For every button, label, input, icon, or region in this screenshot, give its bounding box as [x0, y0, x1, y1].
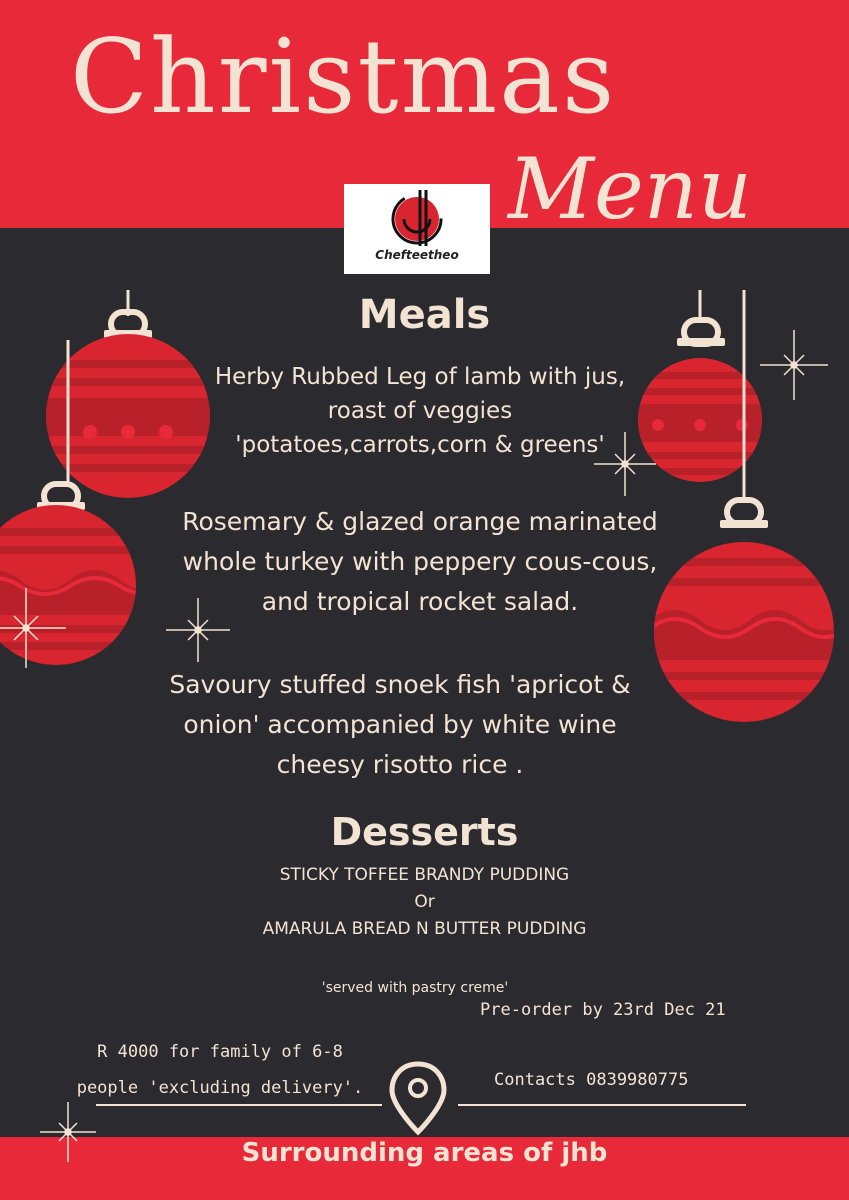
divider-right: [458, 1104, 746, 1106]
meals-heading: Meals: [358, 292, 491, 338]
divider-left: [96, 1104, 382, 1106]
logo-text: Chefteetheo: [375, 248, 459, 262]
price-note: R 4000 for family of 6-8 people 'excluding delivery'.: [76, 1042, 364, 1098]
served-note: 'served with pastry creme': [321, 980, 509, 996]
desserts-heading: Desserts: [330, 810, 519, 854]
meal-item: Rosemary & glazed orange marinated whole turkey with peppery cous-cous, and tropical rocket salad.: [182, 507, 658, 616]
contact-info[interactable]: Contacts 0839980775: [494, 1070, 689, 1090]
title-christmas: Christmas: [70, 18, 617, 137]
preorder-note: Pre-order by 23rd Dec 21: [480, 1000, 726, 1020]
service-areas: Surrounding areas of jhb: [241, 1138, 608, 1168]
logo: [344, 184, 490, 274]
sparkle-icon: [760, 330, 828, 400]
meal-item: Herby Rubbed Leg of lamb with jus, roast of veggies 'potatoes,carrots,corn & greens': [214, 364, 626, 458]
meal-item: Savoury stuffed snoek fish 'apricot & onion' accompanied by white wine cheesy risotto rice .: [169, 670, 631, 779]
dessert-list: STICKY TOFFEE BRANDY PUDDING Or AMARULA BREAD N BUTTER PUDDING: [262, 865, 587, 939]
title-menu: Menu: [508, 140, 752, 238]
